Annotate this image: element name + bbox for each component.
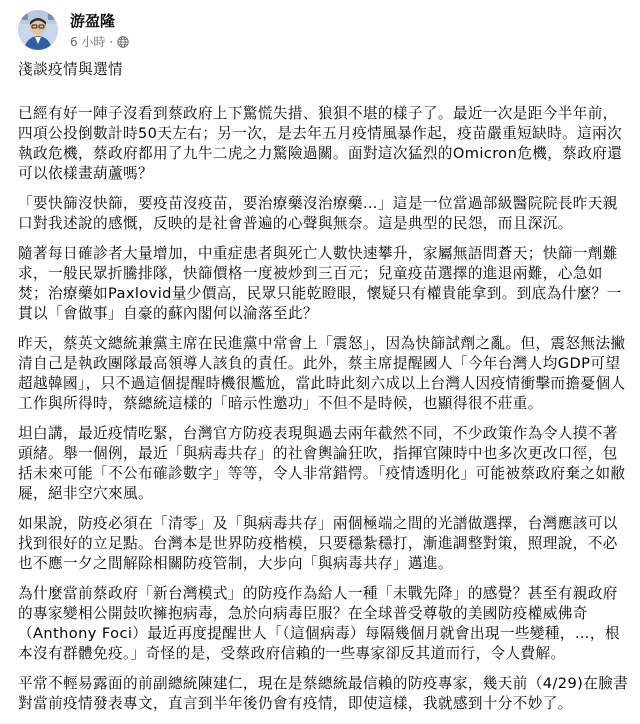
post-body [18,60,630,724]
author-avatar[interactable] [18,10,58,50]
avatar-image [18,10,58,50]
post-paragraph-3: 隨著每日確診者大量增加，中重症患者與死亡人數快速攀升，家屬無語問蒼天；快篩一劑難求，一般民眾折騰排隊，快篩價格一度被炒到三百元；兒童疫苗選擇的進退兩難，心急如焚；治療藥如Paxlovid量少價高，民眾只能乾瞪眼，懷疑只有權貴能拿到。到底為什麼？一貫以「會做事」自豪的蘇內閣何以淪落至此？ [18,245,622,322]
post-paragraph-2: 「要快篩沒快篩，要疫苗沒疫苗，要治療藥沒治療藥…」這是一位當過部級醫院院長昨天親口對我述說的感慨，反映的是社會普遍的心聲與無奈。這是典型的民怨，而且深沉。 [18,195,618,232]
post-paragraph-6: 如果說，防疫必須在「清零」及「與病毒共存」兩個極端之間的光譜做選擇，台灣應該可以找到很好的立足點。台灣本是世界防疫楷模，只要穩紮穩打，漸進調整對策，照理說，不必也不應一夕之間解除相關防疫管制，大步向「與病毒共存」邁進。 [18,515,618,572]
post-paragraph-1: 已經有好一陣子沒看到蔡政府上下驚慌失措、狼狽不堪的樣子了。最近一次是距今半年前，四項公投倒數計時50天左右；另一次，是去年五月疫情風暴作起，疫苗嚴重短缺時。這兩次執政危機，蔡政府都用了九牛二虎之力驚險過關。面對這次猛烈的Omicron危機，蔡政府還可以依樣畫葫蘆嗎？ [18,105,623,182]
post-title: 淺談疫情與選情 [18,61,123,78]
post-timestamp[interactable]: 6 小時 [70,35,106,49]
globe-icon[interactable] [117,36,129,48]
post-paragraph-7: 為什麼當前蔡政府「新台灣模式」的防疫作為給人一種「未戰先降」的感覺？甚至有親政府的專家變相公開鼓吹擁抱病毒，急於向病毒臣服？在全球普受尊敬的美國防疫權威佛奇（Anthony Foci）最近再度提醒世人「（這個病毒）每隔幾個月就會出現一些變種，…，根本沒有群體免疫。」奇怪的是，受蔡政府信賴的一些專家卻反其道而行，令人費解。 [18,585,620,662]
author-name[interactable]: 游盈隆 [70,12,116,30]
post-paragraph-5: 坦白講，最近疫情吃緊，台灣官方防疫表現與過去兩年截然不同，不少政策作為令人摸不著頭緒。舉一個例，最近「與病毒共存」的社會輿論狂吹，指揮官陳時中也多次更改口徑，包括未來可能「不公布確診數字」等等，令人非常錯愕。「疫情透明化」可能被蔡政府棄之如敝屣，絕非空穴來風。 [18,425,626,502]
post-meta [70,34,129,50]
meta-separator: · [109,35,114,49]
post-paragraph-8: 平常不輕易露面的前副總統陳建仁，現在是蔡總統最信賴的防疫專家，幾天前（4/29)在臉書對當前疫情發表專文，直言到半年後仍會有疫情，即使這樣，我就感到十分不妙了。 [18,675,629,712]
post-paragraph-4: 昨天，蔡英文總統兼黨主席在民進黨中常會上「震怒」，因為快篩試劑之亂。但，震怒無法撇清自己是執政團隊最高領導人該負的責任。此外，蔡主席提醒國人「今年台灣人均GDP可望超越韓國」，只不過這個提醒時機很尷尬，當此時此刻六成以上台灣人因疫情衝擊而擔憂個人工作與所得時，蔡總統這樣的「暗示性邀功」不但不是時候，也顯得很不莊重。 [18,335,626,412]
